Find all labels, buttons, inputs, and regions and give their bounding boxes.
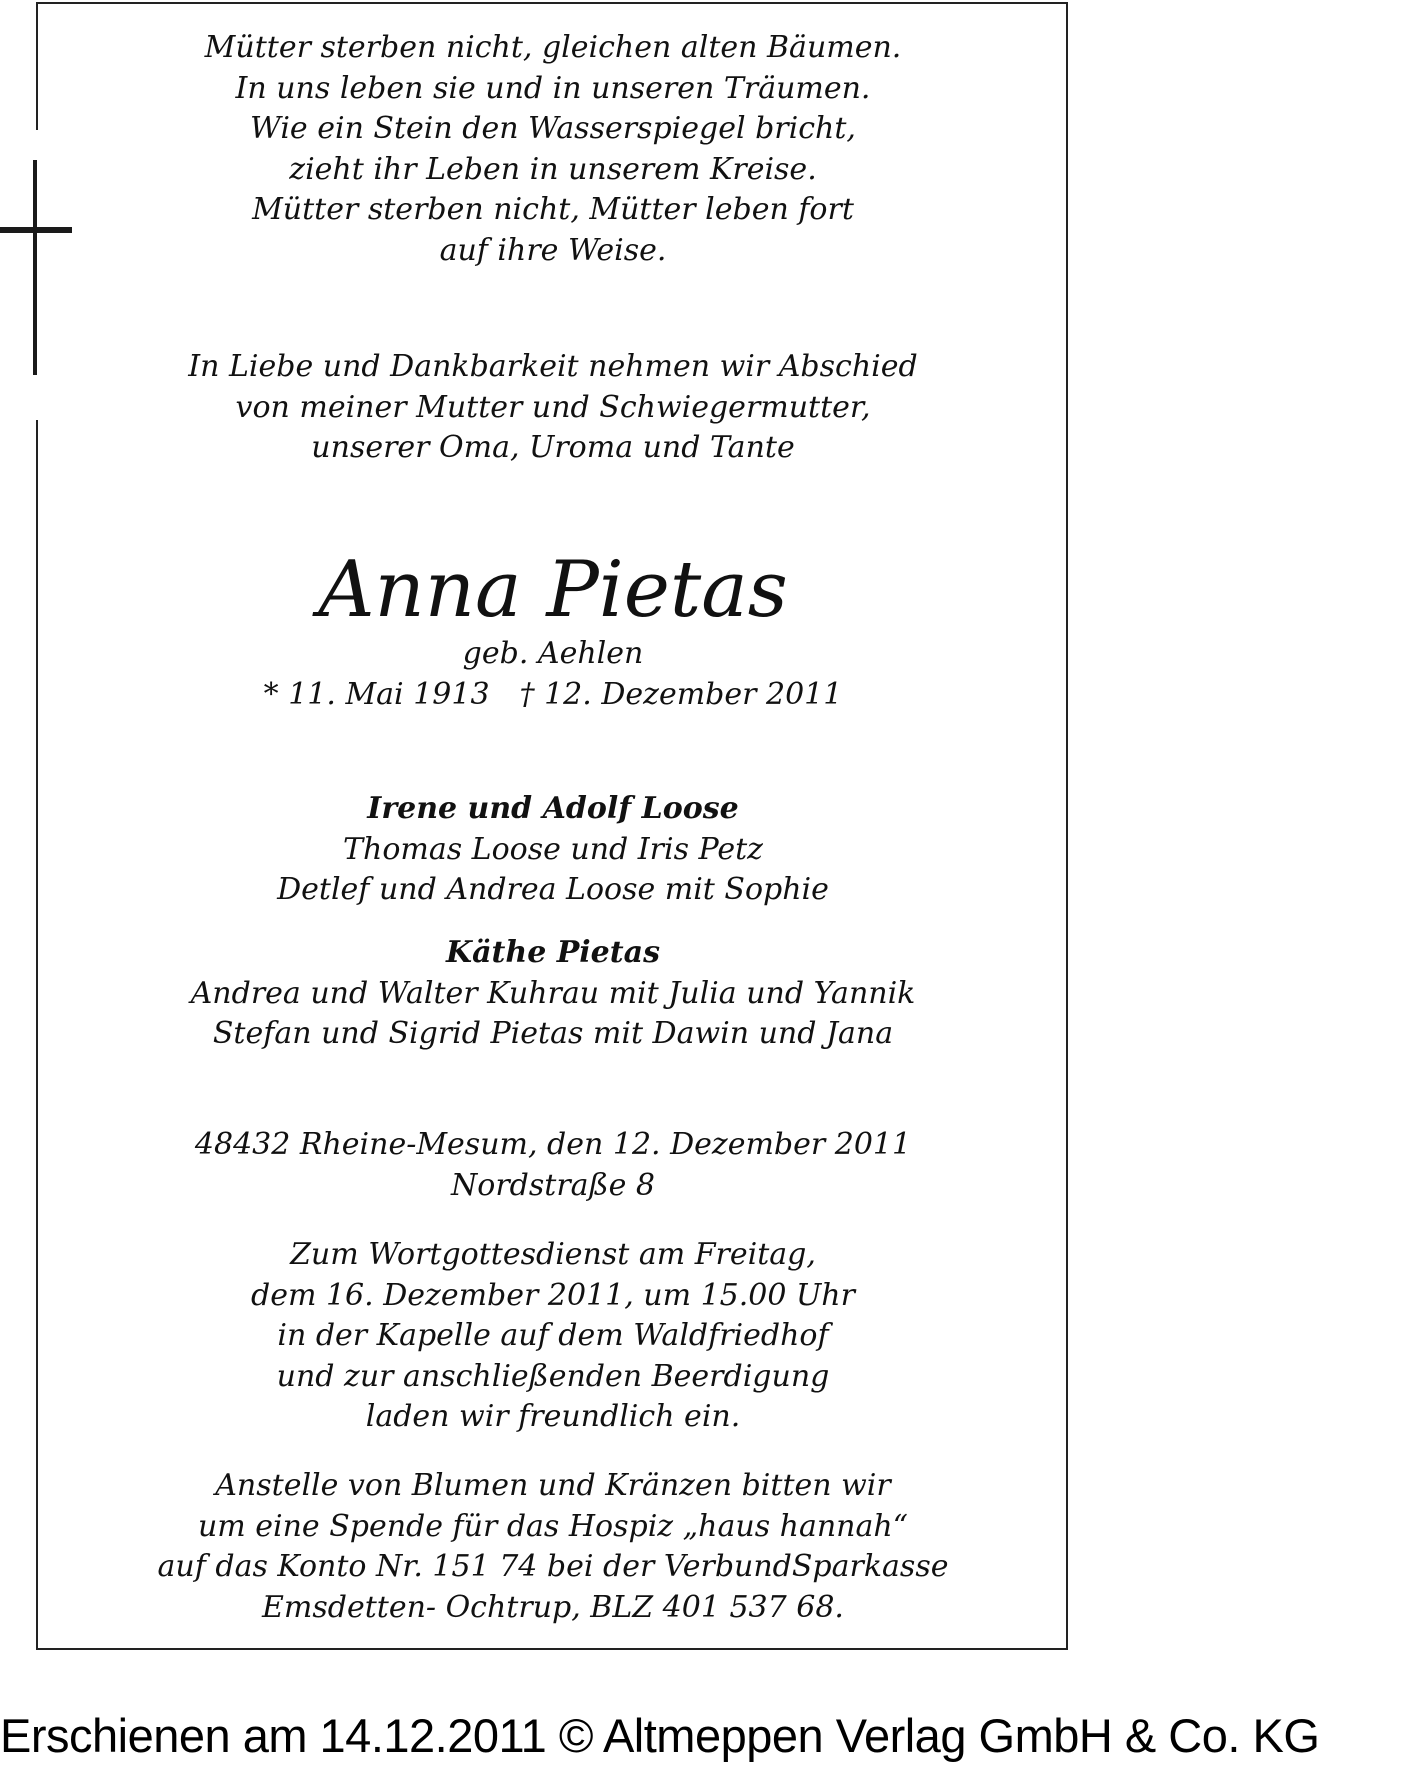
family-member: Andrea und Walter Kuhrau mit Julia und Yannik [190, 975, 916, 1011]
farewell-line: unserer Oma, Uroma und Tante [311, 430, 795, 465]
maiden-name: geb. Aehlen [462, 636, 644, 671]
donation-line: um eine Spende für das Hospiz „haus hannah“ [197, 1508, 909, 1544]
farewell-line: In Liebe und Dankbarkeit nehmen wir Abschied [188, 349, 918, 384]
place-date: 48432 Rheine-Mesum, den 12. Dezember 2011 [194, 1127, 912, 1162]
donation-line: auf das Konto Nr. 151 74 bei der VerbundSparkasse [157, 1549, 949, 1584]
poem-line: auf ihre Weise. [439, 232, 667, 268]
family-group-pietas [38, 933, 1068, 1055]
poem-line: In uns leben sie und in unseren Träumen. [235, 70, 871, 106]
place-and-address [38, 1125, 1068, 1206]
family-member: Stefan und Sigrid Pietas mit Dawin und Jana [212, 1016, 894, 1051]
cross-vertical-bar [33, 160, 37, 375]
service-line: Zum Wortgottesdienst am Freitag, [290, 1237, 816, 1272]
donation-line: Emsdetten- Ochtrup, BLZ 401 537 68. [262, 1589, 844, 1625]
family-group-loose [38, 789, 1068, 911]
poem [38, 28, 1068, 271]
family-member: Thomas Loose und Iris Petz [343, 831, 763, 867]
family-heading: Irene und Adolf Loose [367, 791, 739, 826]
service-line: laden wir freundlich ein. [365, 1399, 741, 1434]
service-line: in der Kapelle auf dem Waldfriedhof [277, 1318, 829, 1353]
life-dates [38, 675, 1068, 716]
poem-line: Wie ein Stein den Wasserspiegel bricht, [250, 111, 856, 146]
death-date: † 12. Dezember 2011 [519, 676, 843, 712]
birth-details [38, 634, 1068, 715]
publication-footer: Erschienen am 14.12.2011 © Altmeppen Verlag GmbH & Co. KG [0, 1709, 1320, 1762]
family-heading: Käthe Pietas [446, 935, 660, 970]
farewell-text [38, 347, 1068, 469]
farewell-line: von meiner Mutter und Schwiegermutter, [235, 389, 871, 425]
street-address: Nordstraße 8 [451, 1167, 655, 1203]
poem-line: Mütter sterben nicht, Mütter leben fort [252, 192, 854, 227]
service-line: und zur anschließenden Beerdigung [276, 1358, 830, 1394]
poem-line: Mütter sterben nicht, gleichen alten Bäumen. [204, 30, 902, 65]
deceased-name: Anna Pietas [318, 545, 788, 635]
birth-date: * 11. Mai 1913 [263, 676, 490, 712]
donation-line: Anstelle von Blumen und Kränzen bitten wir [215, 1468, 891, 1503]
donation-request [38, 1466, 1068, 1628]
service-line: dem 16. Dezember 2011, um 15.00 Uhr [251, 1277, 855, 1313]
service-invitation [38, 1235, 1068, 1438]
family-member: Detlef und Andrea Loose mit Sophie [277, 872, 829, 907]
poem-line: zieht ihr Leben in unserem Kreise. [289, 151, 817, 187]
